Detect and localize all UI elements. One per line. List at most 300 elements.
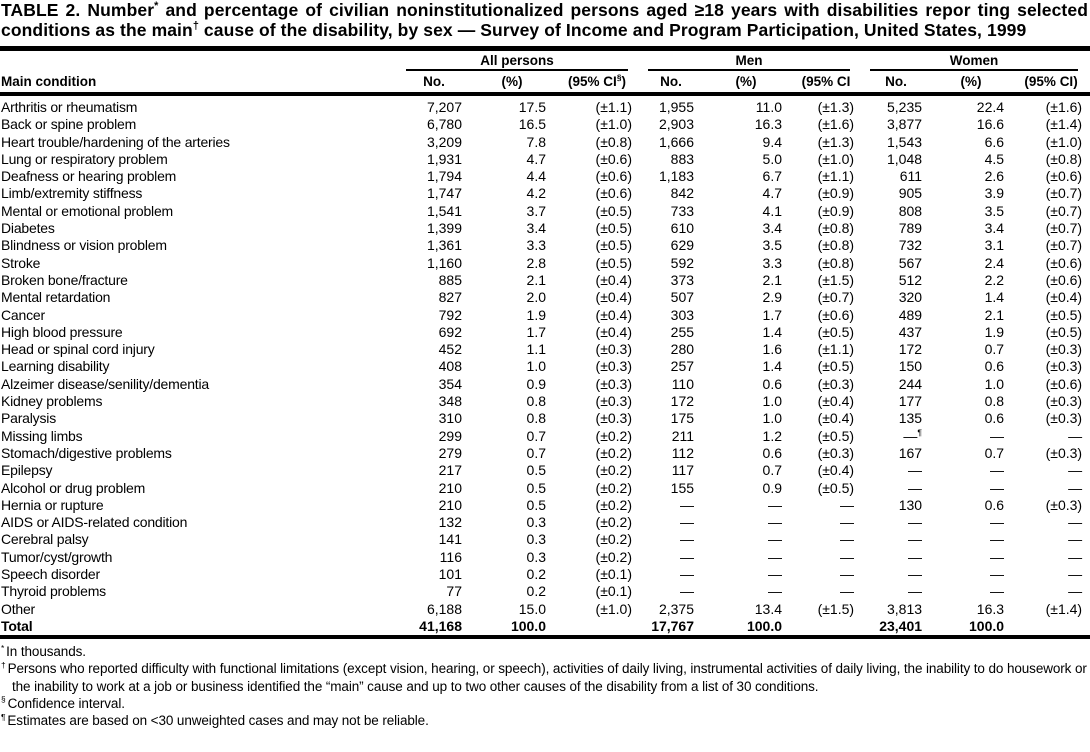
cell-women-no: 611 bbox=[899, 168, 923, 185]
column-header-allpersons-ci: (95% CI§) bbox=[554, 71, 640, 94]
table-row bbox=[0, 549, 1090, 566]
cell-allpersons-ci: (±0.5) bbox=[595, 202, 633, 219]
column-header-allpersons-no: No. bbox=[398, 71, 470, 94]
cell-men-ci: (±0.7) bbox=[817, 289, 855, 306]
cell-women-pct: 0.7 bbox=[984, 341, 1005, 358]
column-header-men-pct: (%) bbox=[702, 71, 790, 94]
cell-women-no: 172 bbox=[898, 341, 923, 358]
cell-men-no: 733 bbox=[670, 202, 695, 219]
cell-men-ci: — bbox=[840, 566, 855, 583]
cell-men-no: — bbox=[680, 496, 695, 513]
cell-allpersons-no: 1,361 bbox=[426, 237, 462, 254]
condition-cell: Limb/extremity stiffness bbox=[1, 185, 143, 202]
cell-men-ci: (±1.1) bbox=[817, 168, 855, 185]
cell-women-ci: (±0.3) bbox=[1045, 393, 1083, 410]
cell-allpersons-ci: (±0.5) bbox=[595, 254, 633, 271]
cell-women-ci: (±0.4) bbox=[1045, 289, 1083, 306]
cell-men-pct: 0.9 bbox=[762, 479, 783, 496]
cell-men-ci: (±0.4) bbox=[817, 462, 855, 479]
cell-men-pct: 3.3 bbox=[762, 254, 783, 271]
footnote-text: In thousands. bbox=[6, 644, 86, 660]
footnote bbox=[1, 660, 1088, 694]
condition-cell: Broken bone/fracture bbox=[1, 271, 128, 288]
cell-allpersons-pct: 15.0 bbox=[518, 600, 546, 617]
table-row bbox=[0, 324, 1090, 341]
group-header-row bbox=[0, 49, 1090, 72]
cell-allpersons-no: 1,794 bbox=[426, 168, 462, 185]
table-row bbox=[0, 462, 1090, 479]
cell-men-no: 303 bbox=[670, 306, 695, 323]
column-header-men-no: No. bbox=[640, 71, 702, 94]
condition-cell: Blindness or vision problem bbox=[1, 237, 167, 254]
table-row bbox=[0, 289, 1090, 306]
condition-cell: Tumor/cyst/growth bbox=[1, 548, 113, 565]
cell-allpersons-no: 354 bbox=[438, 375, 462, 392]
condition-cell: Stomach/digestive problems bbox=[1, 444, 172, 461]
cell-allpersons-pct: 0.8 bbox=[526, 410, 546, 427]
cell-allpersons-no: 41,168 bbox=[419, 617, 462, 634]
cell-women-no: 489 bbox=[898, 306, 923, 323]
cell-allpersons-pct: 0.2 bbox=[526, 566, 546, 583]
cell-men-pct: 1.2 bbox=[762, 427, 783, 444]
cell-men-ci: — bbox=[840, 496, 855, 513]
cell-men-ci: — bbox=[840, 531, 855, 548]
cell-women-pct: 0.6 bbox=[984, 496, 1005, 513]
condition-cell: Paralysis bbox=[1, 410, 56, 427]
cell-allpersons-pct: 4.2 bbox=[526, 185, 546, 202]
cell-allpersons-ci: (±0.2) bbox=[595, 548, 633, 565]
cell-allpersons-ci: (±0.8) bbox=[595, 133, 633, 150]
cell-women-pct: 4.5 bbox=[984, 150, 1005, 167]
cell-women-pct: 2.2 bbox=[984, 271, 1005, 288]
cell-men-ci: (±0.5) bbox=[817, 358, 855, 375]
cell-allpersons-ci: (±0.3) bbox=[595, 358, 633, 375]
cell-allpersons-ci: (±0.3) bbox=[595, 341, 633, 358]
table-row bbox=[0, 445, 1090, 462]
cell-women-ci: — bbox=[1068, 514, 1083, 531]
cell-allpersons-ci: (±0.2) bbox=[595, 427, 633, 444]
cell-women-no: 512 bbox=[898, 271, 923, 288]
cell-men-no: 1,955 bbox=[658, 99, 695, 115]
table-row bbox=[0, 203, 1090, 220]
cell-allpersons-no: 408 bbox=[438, 358, 462, 375]
cell-men-pct: — bbox=[768, 496, 783, 513]
column-header-main-condition: Main condition bbox=[0, 71, 398, 94]
condition-cell: Total bbox=[1, 617, 33, 634]
cell-allpersons-pct: 0.5 bbox=[526, 462, 546, 479]
cell-allpersons-ci: (±1.1) bbox=[595, 99, 633, 115]
cell-women-ci: (±0.3) bbox=[1045, 358, 1083, 375]
condition-cell: Mental or emotional problem bbox=[1, 202, 174, 219]
condition-cell: Cancer bbox=[1, 306, 45, 323]
condition-cell: Stroke bbox=[1, 254, 41, 271]
cell-women-ci: (±0.5) bbox=[1045, 323, 1083, 340]
cell-allpersons-no: 310 bbox=[438, 410, 462, 427]
table-row bbox=[0, 168, 1090, 185]
condition-cell: High blood pressure bbox=[1, 323, 123, 340]
table-row bbox=[0, 220, 1090, 237]
footnote-symbol: † bbox=[1, 659, 6, 670]
cell-allpersons-pct: 2.8 bbox=[526, 254, 546, 271]
cell-women-ci: (±0.3) bbox=[1045, 444, 1083, 461]
footnote-symbol: ¶ bbox=[1, 711, 6, 722]
cell-men-no: 17,767 bbox=[651, 617, 695, 634]
cell-allpersons-pct: 0.9 bbox=[526, 375, 546, 392]
cell-allpersons-pct: 0.5 bbox=[526, 496, 546, 513]
condition-cell: Other bbox=[1, 600, 36, 617]
table-row bbox=[0, 480, 1090, 497]
footnote-symbol: * bbox=[1, 642, 5, 653]
cell-men-no: 2,903 bbox=[658, 116, 695, 133]
cell-women-no: — bbox=[908, 514, 923, 531]
cell-allpersons-pct: 0.2 bbox=[526, 583, 546, 600]
footnote bbox=[1, 643, 1088, 660]
cell-women-no: 905 bbox=[898, 185, 923, 202]
cell-women-pct: 0.6 bbox=[984, 358, 1005, 375]
cell-women-ci: (±0.7) bbox=[1045, 202, 1083, 219]
cell-allpersons-ci: (±1.0) bbox=[595, 116, 633, 133]
cell-women-ci: (±1.6) bbox=[1045, 99, 1083, 115]
table-row bbox=[0, 237, 1090, 254]
table-row bbox=[0, 358, 1090, 375]
cell-women-pct: — bbox=[990, 427, 1005, 444]
cell-allpersons-no: 279 bbox=[438, 444, 462, 461]
cell-allpersons-no: 6,188 bbox=[426, 600, 462, 617]
cell-allpersons-pct: 100.0 bbox=[510, 617, 546, 634]
footnote-text: Estimates are based on <30 unweighted cases and may not be reliable. bbox=[7, 713, 429, 729]
cell-allpersons-ci: (±0.3) bbox=[595, 375, 633, 392]
footnote bbox=[1, 712, 1088, 729]
cell-men-pct: 100.0 bbox=[746, 617, 783, 634]
cell-men-no: — bbox=[680, 514, 695, 531]
table-row bbox=[0, 393, 1090, 410]
condition-cell: Diabetes bbox=[1, 220, 55, 237]
cell-women-pct: 0.6 bbox=[984, 410, 1005, 427]
cell-women-no: — bbox=[908, 566, 923, 583]
cell-allpersons-pct: 3.7 bbox=[526, 202, 546, 219]
table-header bbox=[0, 49, 1090, 95]
cell-women-no: 437 bbox=[898, 323, 923, 340]
cell-women-no: 3,877 bbox=[887, 116, 923, 133]
cell-men-no: 110 bbox=[671, 375, 695, 392]
cell-allpersons-ci: (±0.3) bbox=[595, 393, 633, 410]
cell-men-no: 211 bbox=[671, 427, 695, 444]
cell-men-ci: (±1.6) bbox=[817, 116, 855, 133]
cell-men-no: — bbox=[680, 548, 695, 565]
cell-men-ci: (±0.8) bbox=[817, 237, 855, 254]
condition-cell: Arthritis or rheumatism bbox=[1, 99, 138, 115]
cell-women-pct: 100.0 bbox=[969, 617, 1005, 634]
cell-men-ci: (±1.3) bbox=[817, 99, 855, 115]
condition-cell: Learning disability bbox=[1, 358, 110, 375]
cell-men-pct: 16.3 bbox=[754, 116, 783, 133]
cell-men-no: 257 bbox=[670, 358, 695, 375]
cell-men-ci: (±1.3) bbox=[817, 133, 855, 150]
cell-women-ci: (±1.4) bbox=[1045, 116, 1083, 133]
cell-men-pct: — bbox=[768, 566, 783, 583]
table-row bbox=[0, 566, 1090, 583]
cell-men-no: 883 bbox=[670, 150, 695, 167]
cell-allpersons-pct: 3.4 bbox=[526, 220, 546, 237]
column-header-women-pct: (%) bbox=[930, 71, 1012, 94]
cell-women-no: 320 bbox=[898, 289, 923, 306]
cell-men-ci bbox=[790, 618, 862, 637]
cell-women-pct: 16.3 bbox=[976, 600, 1005, 617]
cell-allpersons-pct: 4.7 bbox=[526, 150, 546, 167]
cell-allpersons-ci: (±0.2) bbox=[595, 444, 633, 461]
table-row bbox=[0, 255, 1090, 272]
cell-women-pct: — bbox=[990, 548, 1005, 565]
cell-men-pct: 4.7 bbox=[762, 185, 783, 202]
column-header-row bbox=[0, 71, 1090, 94]
cell-allpersons-pct: 1.0 bbox=[526, 358, 546, 375]
table-row bbox=[0, 531, 1090, 548]
cell-women-ci: (±0.6) bbox=[1045, 168, 1083, 185]
cell-women-pct: 3.1 bbox=[984, 237, 1005, 254]
cell-women-no: 150 bbox=[898, 358, 923, 375]
cell-women-ci: (±0.7) bbox=[1045, 185, 1083, 202]
cell-women-pct: 1.9 bbox=[984, 323, 1005, 340]
cell-men-ci: — bbox=[840, 583, 855, 600]
table-row bbox=[0, 514, 1090, 531]
cell-women-ci: — bbox=[1068, 479, 1083, 496]
cell-men-no: 117 bbox=[671, 462, 695, 479]
cell-allpersons-pct: 0.8 bbox=[526, 393, 546, 410]
cell-men-no: 842 bbox=[670, 185, 695, 202]
cell-women-no: —¶ bbox=[903, 427, 923, 444]
column-header-women-no: No. bbox=[862, 71, 930, 94]
cell-allpersons-pct: 7.8 bbox=[526, 133, 546, 150]
group-header-women bbox=[862, 49, 1090, 72]
cell-allpersons-pct: 0.3 bbox=[526, 531, 546, 548]
cell-women-ci: (±0.3) bbox=[1045, 410, 1083, 427]
cell-women-ci bbox=[1012, 618, 1090, 637]
cell-men-ci: (±1.1) bbox=[817, 341, 855, 358]
cell-allpersons-pct: 16.5 bbox=[518, 116, 546, 133]
condition-cell: Alcohol or drug problem bbox=[1, 479, 146, 496]
cell-allpersons-no: 299 bbox=[438, 427, 462, 444]
condition-cell: Heart trouble/hardening of the arteries bbox=[1, 133, 230, 150]
cell-men-pct: — bbox=[768, 548, 783, 565]
group-label-men: Men bbox=[648, 53, 850, 71]
cell-men-ci: (±0.5) bbox=[817, 427, 855, 444]
cell-women-pct: 3.9 bbox=[984, 185, 1005, 202]
cell-allpersons-no: 141 bbox=[438, 531, 462, 548]
cell-allpersons-ci: (±0.1) bbox=[595, 566, 633, 583]
cell-women-ci: (±0.6) bbox=[1045, 375, 1083, 392]
condition-cell: AIDS or AIDS-related condition bbox=[1, 514, 188, 531]
cell-allpersons-pct: 0.5 bbox=[526, 479, 546, 496]
cell-allpersons-ci: (±0.4) bbox=[595, 289, 633, 306]
cell-women-no: — bbox=[908, 462, 923, 479]
cell-men-pct: 11.0 bbox=[755, 99, 783, 115]
cell-allpersons-no: 348 bbox=[438, 393, 462, 410]
table-row bbox=[0, 134, 1090, 151]
cell-allpersons-ci: (±0.4) bbox=[595, 271, 633, 288]
cell-women-no: 1,543 bbox=[887, 133, 923, 150]
cell-men-pct: 5.0 bbox=[762, 150, 783, 167]
cell-allpersons-no: 132 bbox=[438, 514, 462, 531]
cell-women-pct: — bbox=[990, 462, 1005, 479]
condition-cell: Cerebral palsy bbox=[1, 531, 89, 548]
cell-men-no: 2,375 bbox=[658, 600, 695, 617]
condition-cell: Lung or respiratory problem bbox=[1, 150, 168, 167]
cell-men-pct: 1.7 bbox=[762, 306, 783, 323]
cell-allpersons-no: 77 bbox=[446, 583, 462, 600]
cell-women-no: 567 bbox=[898, 254, 923, 271]
cell-allpersons-pct: 1.1 bbox=[526, 341, 546, 358]
cell-women-no: 808 bbox=[898, 202, 923, 219]
table-row bbox=[0, 151, 1090, 168]
cell-men-no: — bbox=[680, 566, 695, 583]
cell-allpersons-ci: (±0.5) bbox=[595, 220, 633, 237]
cell-women-no: — bbox=[908, 583, 923, 600]
cell-allpersons-ci: (±0.2) bbox=[595, 462, 633, 479]
cell-women-no: 1,048 bbox=[887, 150, 923, 167]
cell-allpersons-ci: (±0.4) bbox=[595, 323, 633, 340]
cell-allpersons-no: 3,209 bbox=[426, 133, 462, 150]
condition-cell: Thyroid problems bbox=[1, 583, 106, 600]
cell-allpersons-no: 101 bbox=[438, 566, 462, 583]
cell-women-no: — bbox=[908, 548, 923, 565]
cell-women-pct: 2.6 bbox=[984, 168, 1005, 185]
cell-allpersons-no: 1,160 bbox=[426, 254, 462, 271]
cell-men-ci: (±0.9) bbox=[817, 185, 855, 202]
cell-men-pct: — bbox=[768, 514, 783, 531]
cell-allpersons-pct: 17.5 bbox=[518, 99, 546, 115]
cell-men-ci: (±0.9) bbox=[817, 202, 855, 219]
condition-cell: Mental retardation bbox=[1, 289, 111, 306]
cell-men-no: 592 bbox=[670, 254, 695, 271]
cell-men-pct: 3.5 bbox=[762, 237, 783, 254]
cell-men-no: — bbox=[680, 583, 695, 600]
cell-allpersons-pct: 0.3 bbox=[526, 548, 546, 565]
cell-women-no: 177 bbox=[898, 393, 923, 410]
cell-allpersons-ci: (±0.5) bbox=[595, 237, 633, 254]
footnote bbox=[1, 695, 1088, 712]
group-header-men bbox=[640, 49, 862, 72]
cell-men-pct: 3.4 bbox=[762, 220, 783, 237]
cell-allpersons-ci: (±0.2) bbox=[595, 514, 633, 531]
cell-allpersons-pct: 1.7 bbox=[526, 323, 546, 340]
cell-allpersons-pct: 2.1 bbox=[526, 271, 546, 288]
cell-women-ci: — bbox=[1068, 427, 1083, 444]
cell-men-pct: 1.0 bbox=[762, 393, 783, 410]
cell-men-pct: 6.7 bbox=[762, 168, 783, 185]
cell-men-pct: 2.1 bbox=[762, 271, 783, 288]
statistics-table bbox=[0, 46, 1090, 639]
cell-men-ci: (±0.8) bbox=[817, 254, 855, 271]
cell-allpersons-ci: (±1.0) bbox=[595, 600, 633, 617]
cell-men-pct: 4.1 bbox=[762, 202, 783, 219]
cell-men-pct: 2.9 bbox=[762, 289, 783, 306]
table-row bbox=[0, 341, 1090, 358]
cell-women-ci: (±1.0) bbox=[1045, 133, 1083, 150]
cell-men-no: 172 bbox=[670, 393, 695, 410]
table-row bbox=[0, 272, 1090, 289]
cell-men-ci: (±0.3) bbox=[817, 444, 855, 461]
cell-women-ci: — bbox=[1068, 531, 1083, 548]
cell-allpersons-no: 6,780 bbox=[426, 116, 462, 133]
condition-cell: Hernia or rupture bbox=[1, 496, 104, 513]
cell-women-pct: — bbox=[990, 531, 1005, 548]
footnote-text: Confidence interval. bbox=[7, 695, 125, 711]
cell-women-pct: — bbox=[990, 479, 1005, 496]
table-row bbox=[0, 116, 1090, 133]
condition-cell: Epilepsy bbox=[1, 462, 53, 479]
cell-women-pct: 0.8 bbox=[984, 393, 1005, 410]
cell-men-ci: (±1.5) bbox=[817, 271, 855, 288]
cell-men-no: 507 bbox=[670, 289, 695, 306]
cell-men-pct: 1.6 bbox=[762, 341, 783, 358]
table-row bbox=[0, 601, 1090, 618]
cell-allpersons-pct: 1.9 bbox=[526, 306, 546, 323]
cell-men-ci: (±0.8) bbox=[817, 220, 855, 237]
table-title: TABLE 2. Number* and percentage of civilian noninstitutionalized persons aged ≥18 years with disabilities repor ting selected conditions as the main† cause of the disability, by sex — Survey of Income and Program Participation, United States, 1999 bbox=[1, 0, 1088, 40]
cell-allpersons-pct: 4.4 bbox=[526, 168, 546, 185]
cell-allpersons-ci: (±0.2) bbox=[595, 496, 633, 513]
footnote-symbol: § bbox=[1, 694, 6, 705]
cell-allpersons-no: 217 bbox=[438, 462, 462, 479]
cell-women-ci: (±0.3) bbox=[1045, 341, 1083, 358]
cell-women-pct: 3.4 bbox=[984, 220, 1005, 237]
cell-women-ci: (±0.6) bbox=[1045, 254, 1083, 271]
cell-allpersons-no: 1,747 bbox=[426, 185, 462, 202]
cell-allpersons-ci: (±0.6) bbox=[595, 168, 633, 185]
cell-women-pct: 1.0 bbox=[984, 375, 1005, 392]
cell-allpersons-no: 1,399 bbox=[426, 220, 462, 237]
cell-men-pct: 13.4 bbox=[754, 600, 783, 617]
cell-men-no: 629 bbox=[670, 237, 695, 254]
cell-allpersons-no: 827 bbox=[438, 289, 462, 306]
cell-allpersons-no: 1,541 bbox=[426, 202, 462, 219]
cell-men-pct: 9.4 bbox=[762, 133, 783, 150]
cell-allpersons-no: 452 bbox=[438, 341, 462, 358]
cell-men-no: — bbox=[680, 531, 695, 548]
cell-allpersons-no: 792 bbox=[438, 306, 462, 323]
table-row bbox=[0, 583, 1090, 600]
cell-allpersons-ci: (±0.2) bbox=[595, 479, 633, 496]
cell-women-pct: 2.4 bbox=[984, 254, 1005, 271]
group-header-spacer bbox=[0, 49, 398, 72]
cell-women-ci: — bbox=[1068, 462, 1083, 479]
cell-women-pct: 2.1 bbox=[984, 306, 1005, 323]
footnotes bbox=[0, 639, 1090, 729]
cell-men-pct: — bbox=[768, 531, 783, 548]
cell-women-no: 130 bbox=[898, 496, 923, 513]
cell-women-pct: — bbox=[990, 514, 1005, 531]
cell-allpersons-ci bbox=[554, 618, 640, 637]
cell-men-no: 610 bbox=[670, 220, 695, 237]
cell-women-no: — bbox=[908, 531, 923, 548]
cell-men-ci: — bbox=[840, 514, 855, 531]
cell-men-no: 255 bbox=[670, 323, 695, 340]
cell-women-pct: — bbox=[990, 583, 1005, 600]
group-header-all-persons bbox=[398, 49, 640, 72]
cell-women-no: — bbox=[908, 479, 923, 496]
cell-allpersons-ci: (±0.1) bbox=[595, 583, 633, 600]
cell-allpersons-ci: (±0.2) bbox=[595, 531, 633, 548]
column-header-allpersons-pct: (%) bbox=[470, 71, 554, 94]
cell-allpersons-pct: 0.3 bbox=[526, 514, 546, 531]
cell-women-ci: (±0.6) bbox=[1045, 271, 1083, 288]
cell-women-no: 789 bbox=[898, 220, 923, 237]
cell-men-no: 280 bbox=[670, 341, 695, 358]
cell-women-pct: 0.7 bbox=[984, 444, 1005, 461]
cell-women-ci: (±0.8) bbox=[1045, 150, 1083, 167]
footnote-text: Persons who reported difficulty with functional limitations (except vision, hearing, or speech), activities of daily living, instrumental activities of daily living, the inability to do housework or the inability to work at a job or business identified the “main” cause and up to two other causes of the disability from a list of 30 conditions. bbox=[7, 661, 1087, 694]
condition-cell: Speech disorder bbox=[1, 566, 100, 583]
